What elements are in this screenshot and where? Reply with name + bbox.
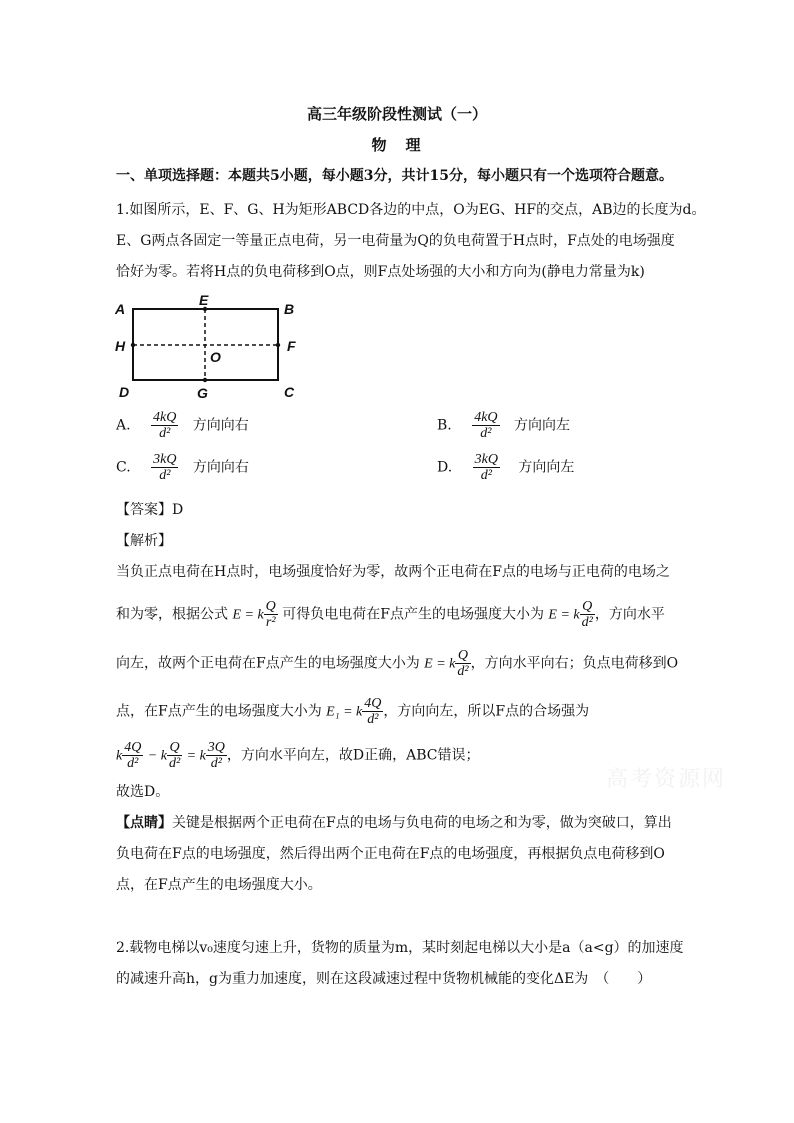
tip-line3: 点，在F点产生的电场强度大小。 <box>116 877 322 893</box>
q2-line1: 2.载物电梯以v₀速度匀速上升，货物的质量为m，某时刻起电梯以大小是a（a<g）的加速度 <box>116 940 684 956</box>
label-e: E <box>199 292 209 308</box>
fraction-q-d2-b: $\frac{Q}{\text{d²}}$ <box>457 648 469 679</box>
q1-line1: 1.如图所示，E、F、G、H为矩形ABCD各边的中点，O为EG、HF的交点，AB边的长度为d。 <box>116 202 706 218</box>
q1-line2: E、G两点各固定一等量正点电荷，另一电荷量为Q的负电荷置于H点时，F点处的电场强度 <box>116 233 675 249</box>
option-d-letter: D. <box>437 459 453 476</box>
option-b-fraction: $\frac{4kQ}{\text{d²}}$ <box>474 410 498 441</box>
q1-line3: 恰好为零。若将H点的负电荷移到O点，则F点处场强的大小和方向为(静电力常量为k) <box>116 264 645 280</box>
label-a: A <box>115 301 126 317</box>
option-c-fraction: $\frac{3kQ}{\text{d²}}$ <box>153 452 177 483</box>
analysis-line5: k $\frac{4Q}{\text{d²}}$ − k $\frac{Q}{\text{d²}}$ = k $\frac{3Q}{\text{d²}}$ ，方向水平向左，故D正确，ABC错误； <box>116 740 480 771</box>
q2-line2: 的减速升高h，g为重力加速度，则在这段减速过程中货物机械能的变化ΔE为 （ ） <box>116 971 652 987</box>
label-f: F <box>287 338 296 354</box>
option-b[interactable] <box>437 410 570 441</box>
option-c-letter: C. <box>116 459 131 476</box>
analysis-line6: 故选D。 <box>116 784 170 800</box>
option-d-fraction: $\frac{3kQ}{\text{d²}}$ <box>474 452 498 483</box>
fraction-q-d2: $\frac{Q}{\text{d²}}$ <box>581 599 593 630</box>
option-b-direction: 方向向左 <box>513 417 570 434</box>
label-o: O <box>210 349 221 365</box>
analysis-line1: 当负正点电荷在H点时，电场强度恰好为零，故两个正电荷在F点的电场与正电荷的电场之 <box>116 564 670 580</box>
point-h <box>131 343 135 347</box>
option-b-letter: B. <box>437 417 452 434</box>
analysis-line4: 点，在F点产生的电场强度大小为 E₁ = k $\frac{4Q}{\text{d²}}$ ，方向向左，所以F点的合场强为 <box>116 696 590 727</box>
option-c-direction: 方向向右 <box>192 459 249 476</box>
fraction-4q-d2: $\frac{4Q}{\text{d²}}$ <box>364 696 382 727</box>
option-d-direction: 方向向左 <box>518 459 575 476</box>
label-c: C <box>284 384 295 400</box>
option-d[interactable] <box>437 452 574 483</box>
label-h: H <box>115 338 126 354</box>
page-title: 高三年级阶段性测试（一） <box>306 105 487 123</box>
formula-e-k: E = k <box>232 607 264 623</box>
rectangle-figure <box>112 290 312 408</box>
option-a-letter: A. <box>116 417 131 434</box>
analysis-line3: 向左，故两个正电荷在F点产生的电场强度大小为 E = k $\frac{Q}{\text{d²}}$ ，方向水平向右；负点电荷移到O <box>116 648 679 679</box>
section-heading: 一、单项选择题：本题共5小题，每小题3分，共计15分，每小题只有一个选项符合题意。 <box>116 168 673 184</box>
analysis-label: 【解析】 <box>116 533 172 549</box>
tip-line2: 负电荷在F点的电场强度，然后得出两个正电荷在F点的电场强度，再根据负点电荷移到O <box>116 846 665 862</box>
label-d: D <box>119 384 130 400</box>
option-a-fraction: $\frac{4kQ}{\text{d²}}$ <box>153 410 177 441</box>
analysis-line2: 和为零，根据公式 E = k $\frac{Q}{\text{r²}}$ 可得负电电荷在F点产生的电场强度大小为 E = k $\frac{Q}{\text{d²}}$ ，方向水平 <box>116 599 665 630</box>
subject-title: 物 理 <box>371 136 423 154</box>
option-a[interactable] <box>116 410 249 441</box>
tip-line1: 【点睛】关键是根据两个正电荷在F点的电场与负电荷的电场之和为零，做为突破口，算出 <box>116 815 672 831</box>
fraction-q-r2: $\frac{Q}{\text{r²}}$ <box>265 599 276 630</box>
point-g <box>203 378 207 382</box>
answer-label: 【答案】D <box>116 502 184 518</box>
label-g: G <box>197 385 208 401</box>
point-f <box>276 343 280 347</box>
label-b: B <box>284 301 295 317</box>
tip-label: 【点睛】 <box>116 815 172 831</box>
watermark: 高考资源网 <box>606 767 727 792</box>
option-c[interactable] <box>116 452 249 483</box>
option-a-direction: 方向向右 <box>192 417 249 434</box>
